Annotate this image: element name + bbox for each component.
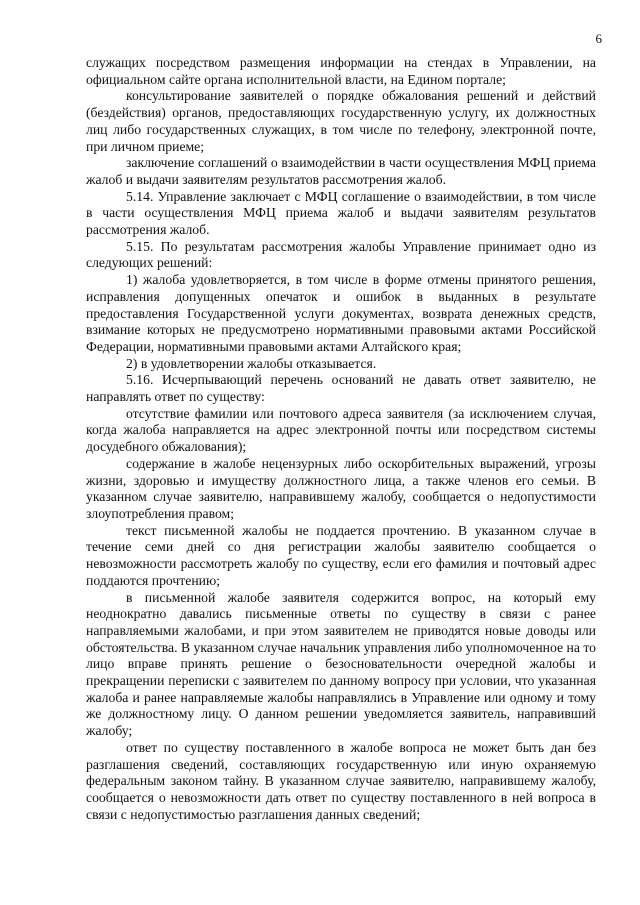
ground-4: в письменной жалобе заявителя содержится вопрос, на который ему неоднократно давались письменные ответы по существу в связи с ранее направляемыми жалобами, и при этом заявителем не приводятся новые доводы или обстоятельства. В указанном случае начальник управления либо уполномоченное на то лицо вправе принять решение о безосновательности очередной жалобы и прекращении переписки с заявителем по данному вопросу при условии, что указанная жалоба и ранее направляемые жалобы направлялись в Управление или одному и тому же должностному лицу. О данном решении уведомляется заявитель, направивший жалобу; xyxy=(86,589,596,739)
section-5-16: 5.16. Исчерпывающий перечень оснований не давать ответ заявителю, не направлять ответ по существу: xyxy=(86,372,596,405)
ground-5: ответ по существу поставленного в жалобе вопроса не может быть дан без разглашения сведений, составляющих государственную или иную охраняемую федеральным законом тайну. В указанном случае заявителю, направившему жалобу, сообщается о невозможности дать ответ по существу поставленного в ней вопроса в связи с недопустимостью разглашения данных сведений; xyxy=(86,739,596,822)
decision-2: 2) в удовлетворении жалобы отказывается. xyxy=(126,355,377,371)
paragraph-1: служащих посредством размещения информации на стендах в Управлении, на официальном сайте органа исполнительной власти, на Едином портале; xyxy=(86,55,596,87)
paragraph-2: консультирование заявителей о порядке обжалования решений и действий (бездействия) органов, предоставляющих государственную услугу, их должностных лиц либо государственных служащих, в том числе по телефону, электронной почте, при личном приеме; xyxy=(86,88,596,154)
ground-1: отсутствие фамилии или почтового адреса заявителя (за исключением случая, когда жалоба направляется на адрес электронной почты или посредством системы досудебного обжалования); xyxy=(86,405,596,455)
section-5-15: 5.15. По результатам рассмотрения жалобы Управление принимает одно из следующих решений: xyxy=(86,238,596,271)
ground-3: текст письменной жалобы не поддается прочтению. В указанном случае в течение семи дней со дня регистрации жалобы заявителю сообщается о невозможности рассмотреть жалобу по существу, если его фамилия и почтовый адрес поддаются прочтению; xyxy=(86,522,596,588)
document-body xyxy=(86,55,596,823)
page-number: 6 xyxy=(595,31,602,46)
decision-1: 1) жалоба удовлетворяется, в том числе в форме отмены принятого решения, исправления допущенных опечаток и ошибок в выданных в результате предоставления Государственной услуги документах, возврата денежных средств, взимание которых не предусмотрено нормативными правовыми актами Российской Федерации, нормативными правовыми актами Алтайского края; xyxy=(86,272,596,354)
paragraph-3: заключение соглашений о взаимодействии в части осуществления МФЦ приема жалоб и выдачи заявителям результатов рассмотрения жалоб. xyxy=(86,155,596,187)
ground-2: содержание в жалобе нецензурных либо оскорбительных выражений, угрозы жизни, здоровью и имуществу должностного лица, а также членов его семьи. В указанном случае заявителю, направившему жалобу, сообщается о недопустимости злоупотребления правом; xyxy=(86,455,596,521)
section-5-14: 5.14. Управление заключает с МФЦ соглашение о взаимодействии, в том числе в части осуществления МФЦ приема жалоб и выдачи заявителям результатов рассмотрения жалоб. xyxy=(86,188,596,238)
